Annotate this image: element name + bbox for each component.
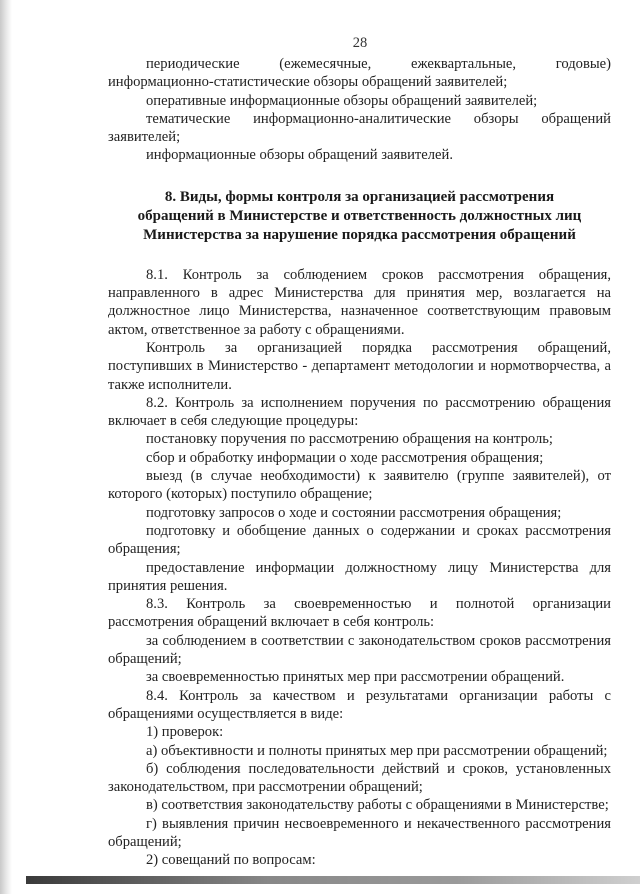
section-heading-line: обращений в Министерстве и ответственность должностных лиц — [137, 207, 582, 224]
paragraph: постановку поручения по рассмотрению обращения на контроль; — [146, 431, 553, 448]
paragraph: г) выявления причин несвоевременного и некачественного рассмотрения обращений; — [108, 815, 611, 850]
paragraph: тематические информационно-аналитические обзоры обращений заявителей; — [108, 110, 611, 146]
scan-bottom-edge — [26, 876, 640, 884]
paragraph: а) объективности и полноты принятых мер при рассмотрении обращений; — [146, 742, 608, 759]
paragraph: подготовку запросов о ходе и состоянии рассмотрения обращения; — [146, 504, 562, 521]
section-heading-line: 8. Виды, формы контроля за организацией рассмотрения — [164, 188, 555, 205]
paragraph: 8.4. Контроль за качеством и результатами организации работы с обращениями осуществляется в виде: — [108, 687, 611, 722]
page-number: 28 — [352, 35, 368, 51]
paragraph: 8.1. Контроль за соблюдением сроков рассмотрения обращения, направленного в адрес Министерства для принятия мер, возлагается на должностное лицо Министерства, назначенное соответствующим правовым актом, ответственное за работу с обращениями. — [108, 266, 611, 338]
paragraph: подготовку и обобщение данных о содержании и сроках рассмотрения обращения; — [108, 522, 611, 558]
paragraph: 2) совещаний по вопросам: — [146, 852, 316, 869]
paragraph: за своевременностью принятых мер при рассмотрении обращений. — [146, 669, 565, 686]
paragraph: 8.2. Контроль за исполнением поручения по рассмотрению обращения включает в себя следующие процедуры: — [108, 394, 611, 430]
paragraph: выезд (в случае необходимости) к заявителю (группе заявителей), от которого (которых) поступило обращение; — [108, 468, 611, 503]
paragraph: информационные обзоры обращений заявителей. — [146, 147, 453, 164]
paragraph: б) соблюдения последовательности действий и сроков, установленных законодательством, при рассмотрении обращений; — [108, 760, 611, 796]
paragraph: предоставление информации должностному лицу Министерства для принятия решения. — [108, 559, 611, 594]
paragraph: за соблюдением в соответствии с законодательством сроков рассмотрения обращений; — [108, 632, 611, 668]
paragraph: 1) проверок: — [146, 724, 224, 741]
section-body — [108, 266, 611, 870]
section-heading-line: Министерства за нарушение порядка рассмотрения обращений — [143, 226, 576, 243]
paragraph: Контроль за организацией порядка рассмотрения обращений, поступивших в Министерство - департамент методологии и нормотворчества, а также исполнители. — [108, 339, 611, 393]
paragraph: сбор и обработку информации о ходе рассмотрения обращения; — [146, 449, 544, 466]
section-heading — [108, 188, 611, 245]
intro-list — [108, 55, 611, 165]
paragraph: периодические (ежемесячные, ежеквартальные, годовые) информационно-статистические обзоры обращений заявителей; — [108, 56, 611, 91]
paragraph: в) соответствия законодательству работы с обращениями в Министерстве; — [146, 797, 609, 814]
paragraph: оперативные информационные обзоры обращений заявителей; — [146, 92, 538, 109]
paragraph: 8.3. Контроль за своевременностью и полнотой организации рассмотрения обращений включает в себя контроль: — [108, 596, 611, 631]
document-body — [108, 55, 611, 870]
scan-edge-shadow — [0, 0, 12, 894]
